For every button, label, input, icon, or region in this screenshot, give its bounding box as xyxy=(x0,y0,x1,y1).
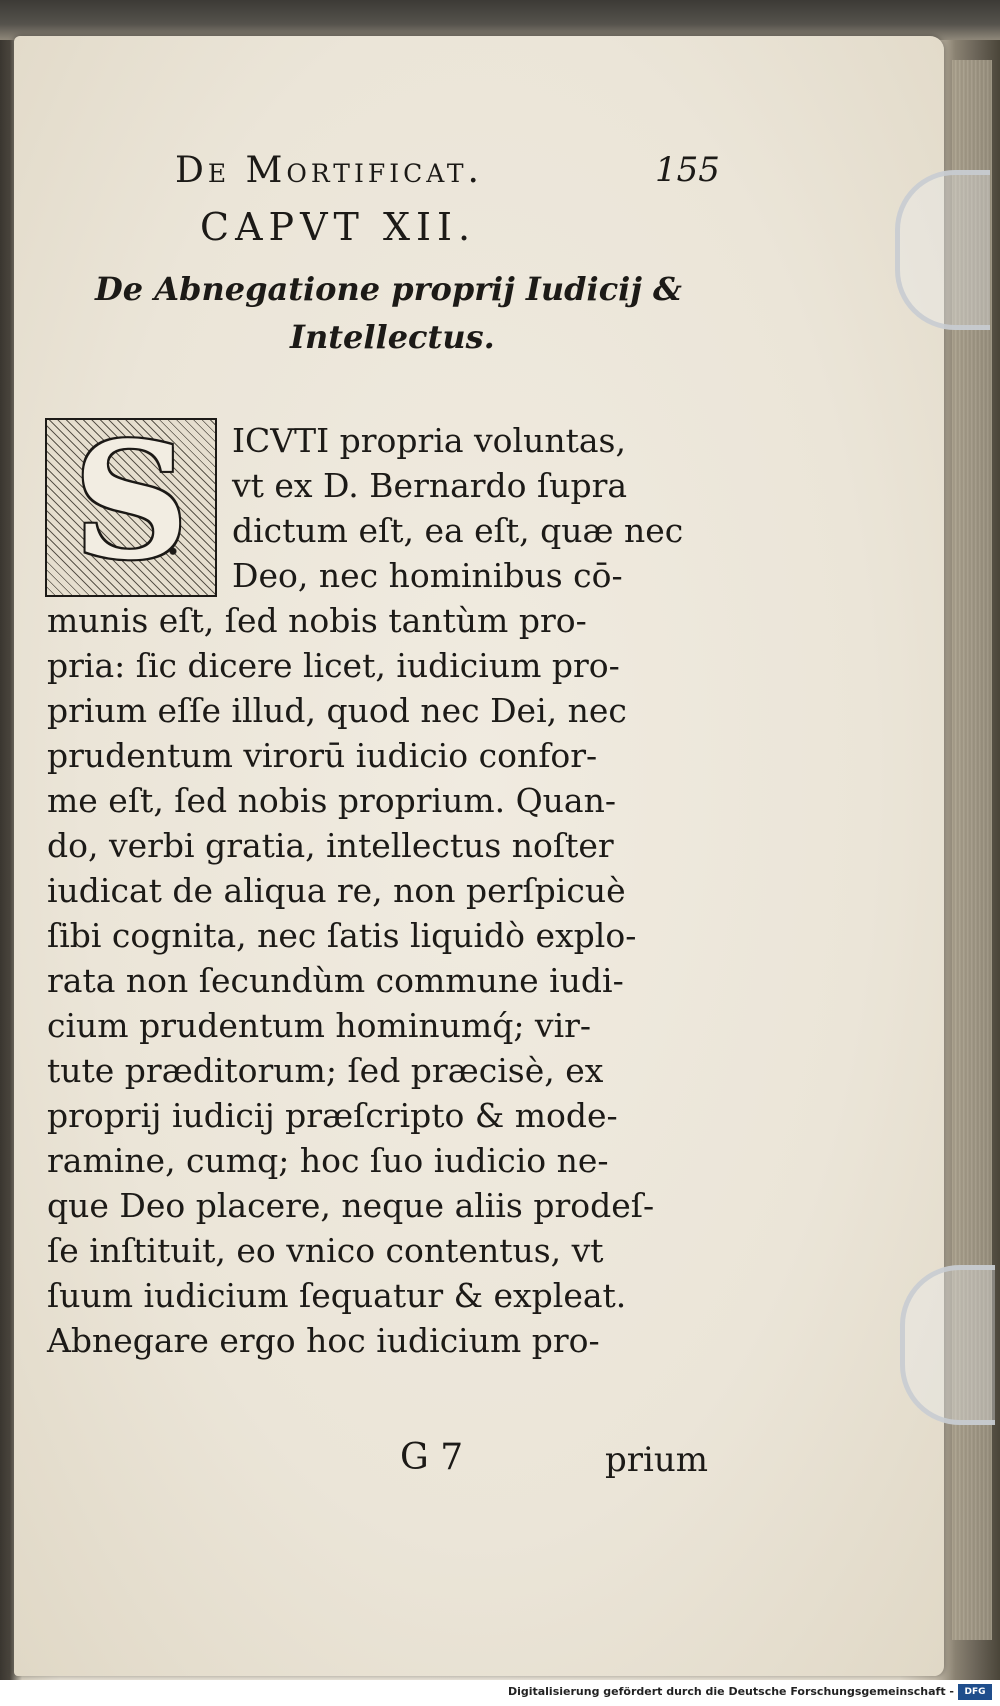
text-line: iudicat de aliqua re, non perſpicuè xyxy=(47,871,626,910)
text-line: do, verbi gratia, intellectus noſter xyxy=(47,826,614,865)
text-line: tute præditorum; ſed præcisè, ex xyxy=(47,1051,604,1090)
page-number: 155 xyxy=(655,150,720,190)
text-line: que Deo placere, neque aliis prodeſ- xyxy=(47,1186,655,1225)
text-line: me eſt, ſed nobis proprium. Quan- xyxy=(47,781,617,820)
dfg-logo: DFG xyxy=(958,1684,992,1700)
text-line: ſe inſtituit, eo vnico contentus, vt xyxy=(47,1231,604,1270)
text-line: pria: ſic dicere licet, iudicium pro- xyxy=(47,646,620,685)
text-line: Deo, nec hominibus cō- xyxy=(232,556,623,595)
text-line: ſuum iudicium ſequatur & expleat. xyxy=(47,1276,627,1315)
text-line: ſibi cognita, nec ſatis liquidò explo- xyxy=(47,916,637,955)
catchword: prium xyxy=(605,1440,709,1480)
chapter-subtitle-line1: De Abnegatione proprij Iudicij & xyxy=(95,270,682,308)
signature-mark: G 7 xyxy=(400,1437,464,1478)
text-line: cium prudentum hominumq́; vir- xyxy=(47,1006,592,1045)
text-line: ramine, cumq; hoc ſuo iudicio ne- xyxy=(47,1141,609,1180)
text-line: vt ex D. Bernardo ſupra xyxy=(232,466,628,505)
page-clip-bottom xyxy=(900,1265,995,1425)
funding-credit: Digitalisierung gefördert durch die Deutsche Forschungsgemeinschaft - xyxy=(507,1685,954,1698)
text-line: rata non ſecundùm commune iudi- xyxy=(47,961,624,1000)
book-top-edge xyxy=(0,0,1000,40)
initial-letter: S xyxy=(73,407,189,595)
text-line: prudentum virorū iudicio confor- xyxy=(47,736,598,775)
text-line: proprij iudicij præſcripto & mode- xyxy=(47,1096,618,1135)
text-line: munis eſt, ſed nobis tantùm pro- xyxy=(47,601,587,640)
chapter-subtitle-line2: Intellectus. xyxy=(290,318,495,356)
text-line: Abnegare ergo hoc iudicium pro- xyxy=(47,1321,600,1360)
text-line: ICVTI propria voluntas, xyxy=(232,421,626,460)
page-clip-top xyxy=(895,170,990,330)
running-head: De Mortificat. xyxy=(175,150,484,191)
decorated-initial xyxy=(45,407,217,597)
text-line: prium eſſe illud, quod nec Dei, nec xyxy=(47,691,627,730)
chapter-heading: CAPVT XII. xyxy=(200,205,477,249)
text-line: dictum eſt, ea eſt, quæ nec xyxy=(232,511,684,550)
